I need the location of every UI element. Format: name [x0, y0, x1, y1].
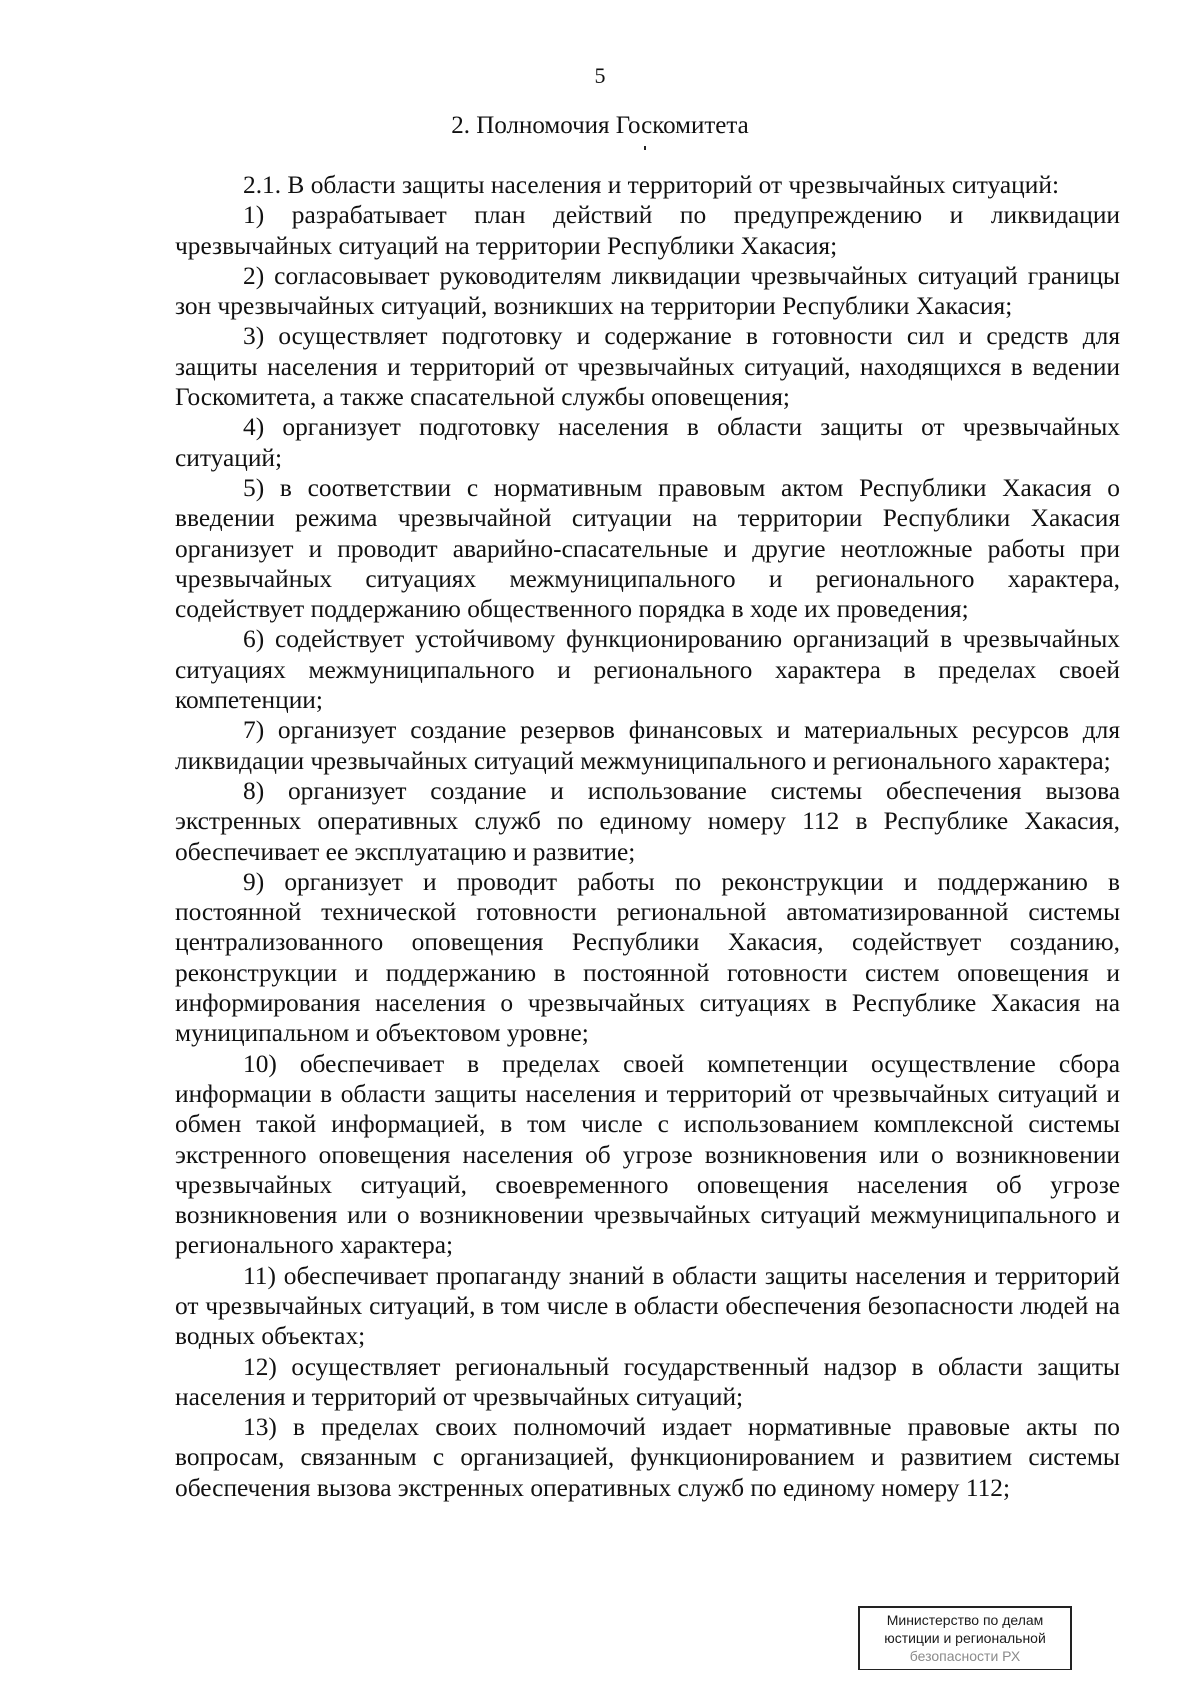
ministry-stamp — [858, 1606, 1072, 1670]
paragraph-item-10: 10) обеспечивает в пределах своей компетенции осуществление сбора информации в области защиты населения и территорий от чрезвычайных ситуаций и обмен такой информацией, в том числе с использованием комплексной системы экстренного оповещения населения об угрозе возникновения или о возникновении чрезвычайных ситуаций, своевременного оповещения населения об угрозе возникновения или о возникновении чрезвычайных ситуаций межмуниципального и регионального характера; — [175, 1049, 1120, 1260]
paragraph-item-8: 8) организует создание и использование системы обеспечения вызова экстренных оперативных служб по единому номеру 112 в Республике Хакасия, обеспечивает ее эксплуатацию и развитие; — [175, 776, 1120, 866]
paragraph-item-5: 5) в соответствии с нормативным правовым актом Республики Хакасия о введении режима чрезвычайной ситуации на территории Республики Хакасия организует и проводит аварийно-спасательные и другие неотложные работы при чрезвычайных ситуациях межмуниципального и регионального характера, содействует поддержанию общественного порядка в ходе их проведения; — [175, 473, 1120, 624]
paragraph-item-7: 7) организует создание резервов финансовых и материальных ресурсов для ликвидации чрезвычайных ситуаций межмуниципального и регионального характера; — [175, 716, 1120, 775]
section-title: 2. Полномочия Госкомитета — [451, 112, 749, 139]
paragraph-item-1: 1) разрабатывает план действий по предупреждению и ликвидации чрезвычайных ситуаций на территории Республики Хакасия; — [175, 201, 1120, 260]
stamp-line-3: безопасности РХ — [909, 1648, 1021, 1664]
document-body — [175, 170, 1120, 1503]
scan-artifact — [644, 146, 646, 150]
paragraph-item-2: 2) согласовывает руководителям ликвидации чрезвычайных ситуаций границы зон чрезвычайных ситуаций, возникших на территории Республики Хакасия; — [175, 261, 1120, 321]
paragraph-item-6: 6) содействует устойчивому функционированию организаций в чрезвычайных ситуациях межмуниципального и регионального характера в пределах своей компетенции; — [175, 625, 1120, 715]
paragraph-2-1: 2.1. В области защиты населения и территорий от чрезвычайных ситуаций: — [243, 171, 1059, 199]
stamp-line-2: юстиции и региональной — [884, 1630, 1046, 1646]
paragraph-item-11: 11) обеспечивает пропаганду знаний в области защиты населения и территорий от чрезвычайных ситуаций, в том числе в области обеспечения безопасности людей на водных объектах; — [175, 1261, 1120, 1351]
paragraph-item-13: 13) в пределах своих полномочий издает нормативные правовые акты по вопросам, связанным с организацией, функционированием и развитием системы обеспечения вызова экстренных оперативных служб по единому номеру 112; — [175, 1413, 1120, 1502]
page-number: 5 — [594, 63, 606, 88]
paragraph-item-3: 3) осуществляет подготовку и содержание в готовности сил и средств для защиты населения и территорий от чрезвычайных ситуаций, находящихся в ведении Госкомитета, а также спасательной службы оповещения; — [175, 322, 1120, 412]
paragraph-item-12: 12) осуществляет региональный государственный надзор в области защиты населения и территорий от чрезвычайных ситуаций; — [175, 1352, 1120, 1411]
paragraph-item-4: 4) организует подготовку населения в области защиты от чрезвычайных ситуаций; — [175, 413, 1120, 472]
paragraph-item-9: 9) организует и проводит работы по реконструкции и поддержанию в постоянной технической готовности региональной автоматизированной системы централизованного оповещения Республики Хакасия, содействует созданию, реконструкции и поддержанию в постоянной готовности систем оповещения и информирования населения о чрезвычайных ситуациях в Республике Хакасия на муниципальном и объектовом уровне; — [175, 867, 1120, 1048]
stamp-line-1: Министерство по делам — [886, 1612, 1044, 1628]
